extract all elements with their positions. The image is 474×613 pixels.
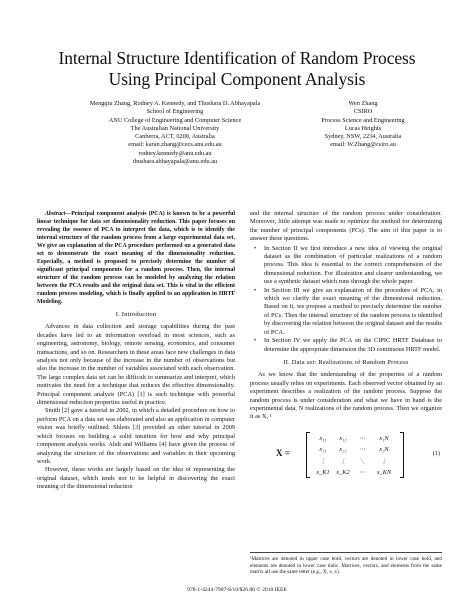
paragraph: Advances in data collection and storage capabilities during the past decades have led to an information overload in most sciences, such as engineering, astronomy, biology, remote sensing, economics, and consumer transactions, and so on. Researchers in these areas face new challenges in data analysis not only because of the increase in the number of observations but also the increase in the number of variables associated with each observation. The large complex data set can be difficult to summarize and interpret, which motivates the need for a technique that reduces the effective dimensionality. Principal component analysis (PCA) [1] is such technique with powerful dimensional reduction properties useful in practice. [37, 323, 235, 407]
author-affiliation: The Australian National University [130, 124, 220, 132]
matrix-brackets [306, 432, 404, 478]
matrix-cell: ⋱ [358, 457, 366, 465]
equation-lhs: X = [276, 447, 290, 458]
matrix-cell: x₁₁ [319, 434, 327, 442]
bullet-glyph: • [254, 244, 257, 252]
matrix-cell: ⋮ [380, 457, 388, 465]
matrix-cell: x_K1 [316, 468, 330, 476]
section-heading-data-set: II. Data set: Realizations of Random Process [283, 358, 409, 366]
paragraph: However, these works are largely based on the idea of representing the original dataset, which tends not to be helpful in discovering the exact meaning of the dimensional reduction [37, 466, 235, 491]
paragraph: Smith [2] gave a tutorial in 2002, in which a detailed procedure on how to perform PCA on a data set was elaborated and also an application in computer vision was briefly outlined. Shlens [3] provided an other tutorial in 2009 which focuses on building a solid intuition for how and why principal component analysis works. Abdi and Williams [4] have given the process of analyzing the structure of the observations and variables in their upcoming work. [37, 407, 235, 465]
author-affiliation: CSIRO [353, 108, 373, 116]
author-block-left [70, 100, 280, 166]
matrix-cell: ⋯ [358, 434, 366, 442]
section-heading-introduction: I. Introduction [115, 311, 157, 318]
author-email: thushara.abhayapala@anu.edu.au [132, 158, 218, 166]
matrix-cell: ⋮ [339, 457, 347, 465]
footnote: ¹Matrices are denoted in upper case bold, vectors are denoted in lower case bold, and elements are denoted in lower case italic. Matrices, vectors, and elements from the same matrix all use the same letter (e.g., X, x, x). [250, 552, 442, 576]
author-affiliation: School of Engineering [146, 108, 204, 116]
author-email: email: karan.zhang@cecs.anu.edu.au [128, 141, 222, 149]
list-item: • In Section IV we apply the PCA on the CIPIC HRTF Database to determine the appropriate dimension the 3D continuous HRTF model. [254, 337, 442, 353]
left-column [37, 210, 235, 492]
matrix-cell: x₁N [379, 434, 389, 442]
author-email: email: W.Zhang@csiro.au [330, 141, 396, 149]
contribution-list [250, 245, 442, 354]
author-address: Lucas Heights [344, 124, 382, 132]
title-line-1: Internal Structure Identification of Random Process [58, 48, 416, 68]
paragraph: As we know that the understanding of the properties of a random process usually relies on experiments. Each observed vector obtained by an experiment describes a realization of the random process. Suppose the random process is under consideration and what we have in hand is the experimental data, N realizations of the random process. Then we organize it as X, ¹ [250, 371, 442, 421]
abstract-lead: Abstract [45, 211, 66, 217]
paper-title [20, 48, 454, 90]
matrix-cell: x₂N [379, 446, 389, 454]
matrix-cell: x₁₂ [339, 434, 347, 442]
author-email: rodney.kennedy@anu.edu.au [138, 149, 212, 157]
author-names: Wen Zhang [348, 100, 378, 107]
author-names: Mengqiu Zhang, Rodney A. Kennedy, and Thushara D. Abhayapala [89, 100, 261, 107]
matrix-cell: ⋯ [358, 468, 366, 476]
list-item: • In Section III we give an explanation of the procedure of PCA, in which we clarify the exact meaning of the dimensional reduction. Based on it, we propose a method to precisely determine the number of PCs. Then the internal structure of the random process is identified by discovering the relation between the original dataset and the results of PCA. [254, 286, 442, 336]
matrix-cell: x_K2 [336, 468, 350, 476]
author-block-right [298, 100, 428, 150]
right-column [250, 210, 442, 488]
author-affiliation: ANU College of Engineering and Computer Science [108, 116, 242, 124]
matrix-cell: x₂₂ [339, 446, 347, 454]
author-affiliation: Process Science and Engineering [321, 116, 405, 124]
abstract-text: —Principal component analysis (PCA) is known to be a powerful linear technique for data set dimensionality reduction. This paper focuses on revealing the essence of PCA to interpret the data, which is to identify the internal structure of the random process from a large experimental data set. We give an explanation of the PCA procedure performed on a generated data set to demonstrate the exact meaning of the dimensionality reduction. Especially, a method is proposed to precisely determine the number of significant principal components for a random process. Then, the internal structure of the random process can be modeled by analyzing the relation between the PCA results and the original data set. This is vital in the efficient random process modeling, which is finally applied to an application in HRTF Modeling. [37, 211, 235, 305]
equation-1 [250, 426, 442, 486]
bullet-glyph: • [254, 286, 257, 294]
matrix-cell: x₂₁ [319, 446, 327, 454]
paragraph: and the internal structure of the random process under consideration. Moreover, little attempt was made to optimize the method for determining the number of principal components (PCs). The aim of this paper is to answer these questions. [250, 210, 442, 243]
matrix-cell: ⋯ [358, 446, 366, 454]
author-address: Sydney, NSW, 2234, Australia [324, 133, 402, 141]
matrix-grid [313, 435, 397, 478]
copyright-footer: 978-1-4244-7907-8/10/$26.00 © 2010 IEEE [187, 587, 287, 593]
list-item: • In Section II we first introduce a new idea of viewing the original dataset as the combination of particular realizations of a random process. This idea is essential to the correct comprehension of the dimensional reduction. For illustration and clearer understanding, we use a synthetic dataset which runs through the whole paper. [254, 244, 442, 286]
title-line-2: Using Principal Component Analysis [108, 69, 366, 89]
bullet-glyph: • [254, 337, 257, 345]
abstract [37, 210, 235, 306]
matrix-cell: ⋮ [319, 457, 327, 465]
equation-number: (1) [432, 449, 440, 457]
matrix-cell: x_KN [376, 468, 392, 476]
author-address: Canberra, ACT, 0200, Australia [135, 133, 215, 141]
